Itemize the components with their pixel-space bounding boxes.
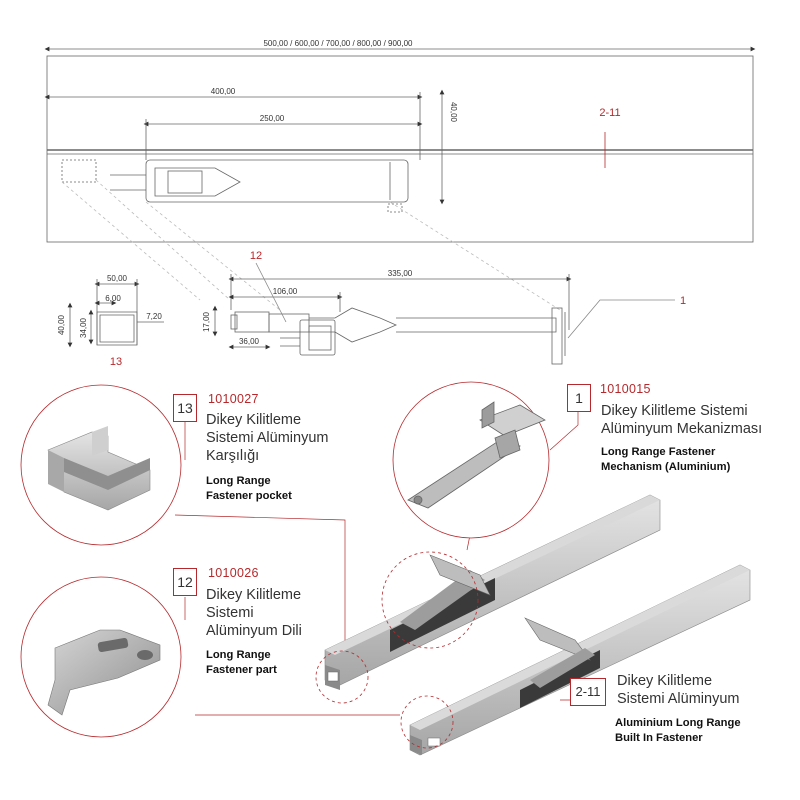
title-en-line-2: Fastener pocket	[206, 490, 292, 502]
drawing-frame	[47, 56, 753, 242]
dimension-7-20-label: 7,20	[146, 312, 162, 321]
title-tr-line-2: Sistemi Alüminyum	[206, 430, 329, 446]
title-en-line-2: Built In Fastener	[615, 732, 703, 744]
callout-number-badge: 12	[173, 568, 197, 596]
product-code: 1010027	[208, 392, 259, 406]
title-en-line-1: Long Range	[206, 475, 271, 487]
callout-number-badge: 1	[567, 384, 591, 412]
mechanism-drawing	[215, 263, 675, 364]
title-tr-line-1: Dikey Kilitleme	[206, 587, 302, 603]
title-tr-line-3: Alüminyum Dili	[206, 623, 302, 639]
product-code: 1010015	[600, 382, 651, 396]
part-ref-1: 1	[679, 295, 687, 307]
title-en-line-2: Fastener part	[206, 664, 277, 676]
part-ref-12: 12	[249, 250, 263, 262]
dimension-34-label: 34,00	[79, 317, 88, 339]
title-en-line-1: Long Range Fastener	[601, 446, 716, 458]
dimension-40-label: 40,00	[449, 101, 458, 123]
dimension-335-label: 335,00	[387, 269, 413, 278]
title-en-line-1: Aluminium Long Range	[615, 717, 741, 729]
dimension-36-label: 36,00	[238, 337, 260, 346]
title-tr-line-2: Sistemi Alüminyum	[617, 691, 740, 707]
dimension-400-label: 400,00	[210, 87, 236, 96]
title-tr-line-2: Sistemi	[206, 605, 254, 621]
detail-circle-mechanism	[393, 382, 549, 538]
dimension-50-label: 50,00	[106, 274, 128, 283]
part-ref-13: 13	[109, 356, 123, 368]
callout-number-badge: 2-11	[570, 678, 606, 706]
dimension-40-section-label: 40,00	[57, 314, 66, 336]
title-tr-line-1: Dikey Kilitleme Sistemi	[601, 403, 748, 419]
title-tr-line-3: Karşılığı	[206, 448, 260, 464]
overall-dimension-label: 500,00 / 600,00 / 700,00 / 800,00 / 900,00	[263, 39, 413, 48]
title-tr-line-1: Dikey Kilitleme	[206, 412, 302, 428]
dimension-6-label: 6,00	[105, 294, 121, 303]
title-en-line-1: Long Range	[206, 649, 271, 661]
dimension-17-label: 17,00	[202, 311, 211, 333]
detail-circle-pocket	[21, 385, 181, 545]
title-en-line-2: Mechanism (Aluminium)	[601, 461, 731, 473]
dimension-250-label: 250,00	[259, 114, 285, 123]
title-tr-line-1: Dikey Kilitleme	[617, 673, 713, 689]
product-code: 1010026	[208, 566, 259, 580]
dimension-106-label: 106,00	[272, 287, 298, 296]
title-tr-line-2: Alüminyum Mekanizması	[601, 421, 763, 437]
callout-number-badge: 13	[173, 394, 197, 422]
detail-circle-part	[21, 577, 181, 737]
part-ref-2-11: 2-11	[599, 107, 621, 119]
